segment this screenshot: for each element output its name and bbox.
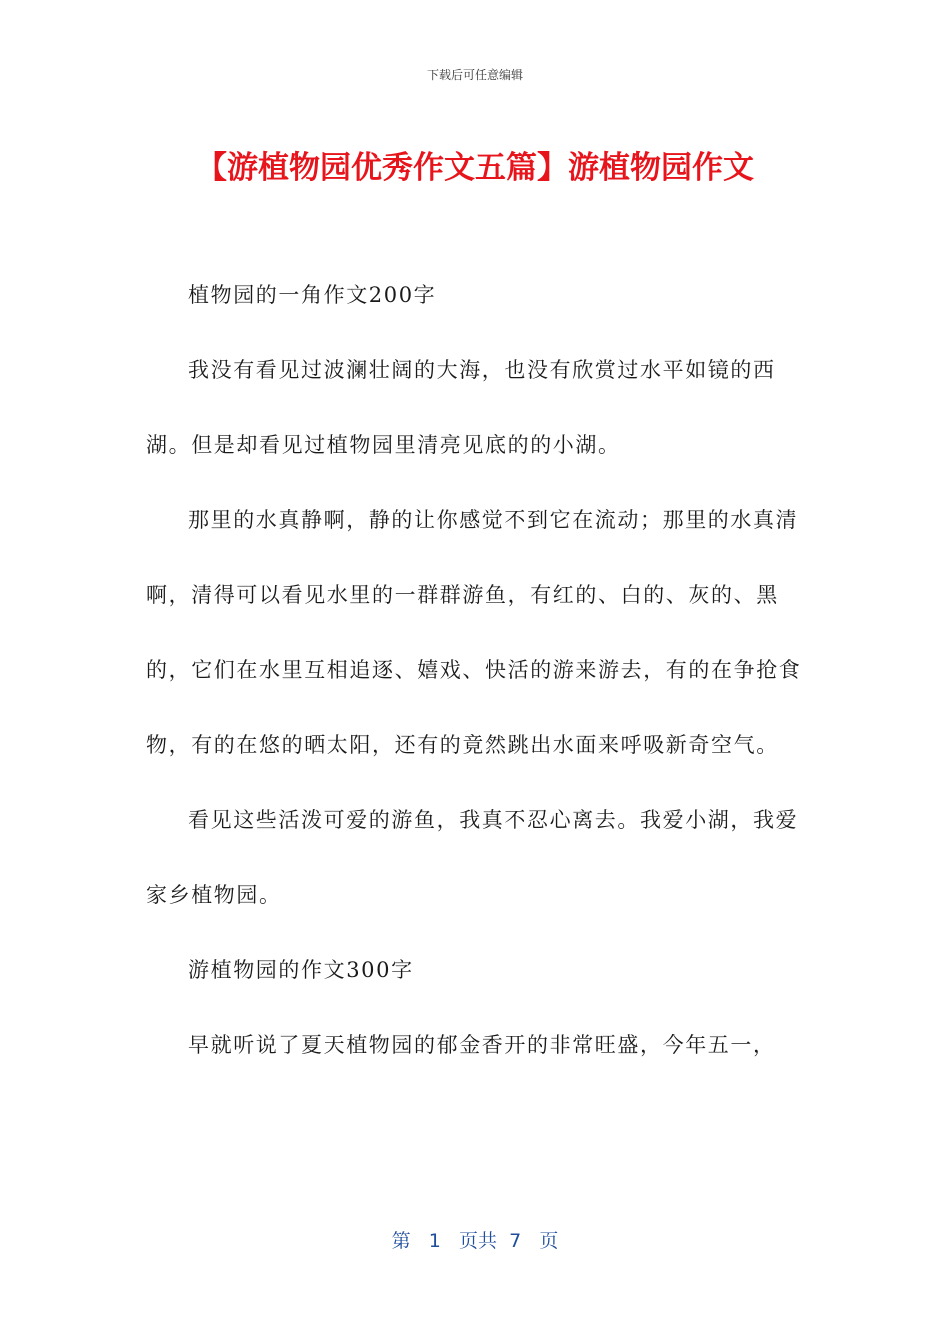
footer-middle: 页共: [459, 1230, 498, 1252]
document-title: 【游植物园优秀作文五篇】游植物园作文: [196, 150, 754, 186]
footer-total-pages: 7: [509, 1230, 522, 1252]
header-note: 下载后可任意编辑: [426, 68, 523, 82]
paragraph: 看见这些活泼可爱的游鱼，我真不忍心离去。我爱小湖，我爱家乡植物园。: [146, 808, 799, 907]
footer-suffix: 页: [539, 1230, 559, 1252]
document-body: [146, 258, 806, 1083]
paragraph: 我没有看见过波澜壮阔的大海，也没有欣赏过水平如镜的西湖。但是却看见过植物园里清亮见底的的小湖。: [146, 358, 776, 457]
footer-prefix: 第: [391, 1230, 411, 1252]
paragraph-subtitle-2: 游植物园的作文300字: [188, 958, 414, 982]
page-footer: [0, 1226, 950, 1253]
paragraph: 早就听说了夏天植物园的郁金香开的非常旺盛，今年五一，: [188, 1033, 776, 1057]
footer-current-page: 1: [428, 1230, 441, 1252]
paragraph-subtitle-1: 植物园的一角作文200字: [188, 283, 437, 307]
paragraph: 那里的水真静啊，静的让你感觉不到它在流动；那里的水真清啊，清得可以看见水里的一群群游鱼，有红的、白的、灰的、黑的，它们在水里互相追逐、嬉戏、快活的游来游去，有的在争抢食物，有的在悠的晒太阳，还有的竟然跳出水面来呼吸新奇空气。: [146, 508, 802, 757]
